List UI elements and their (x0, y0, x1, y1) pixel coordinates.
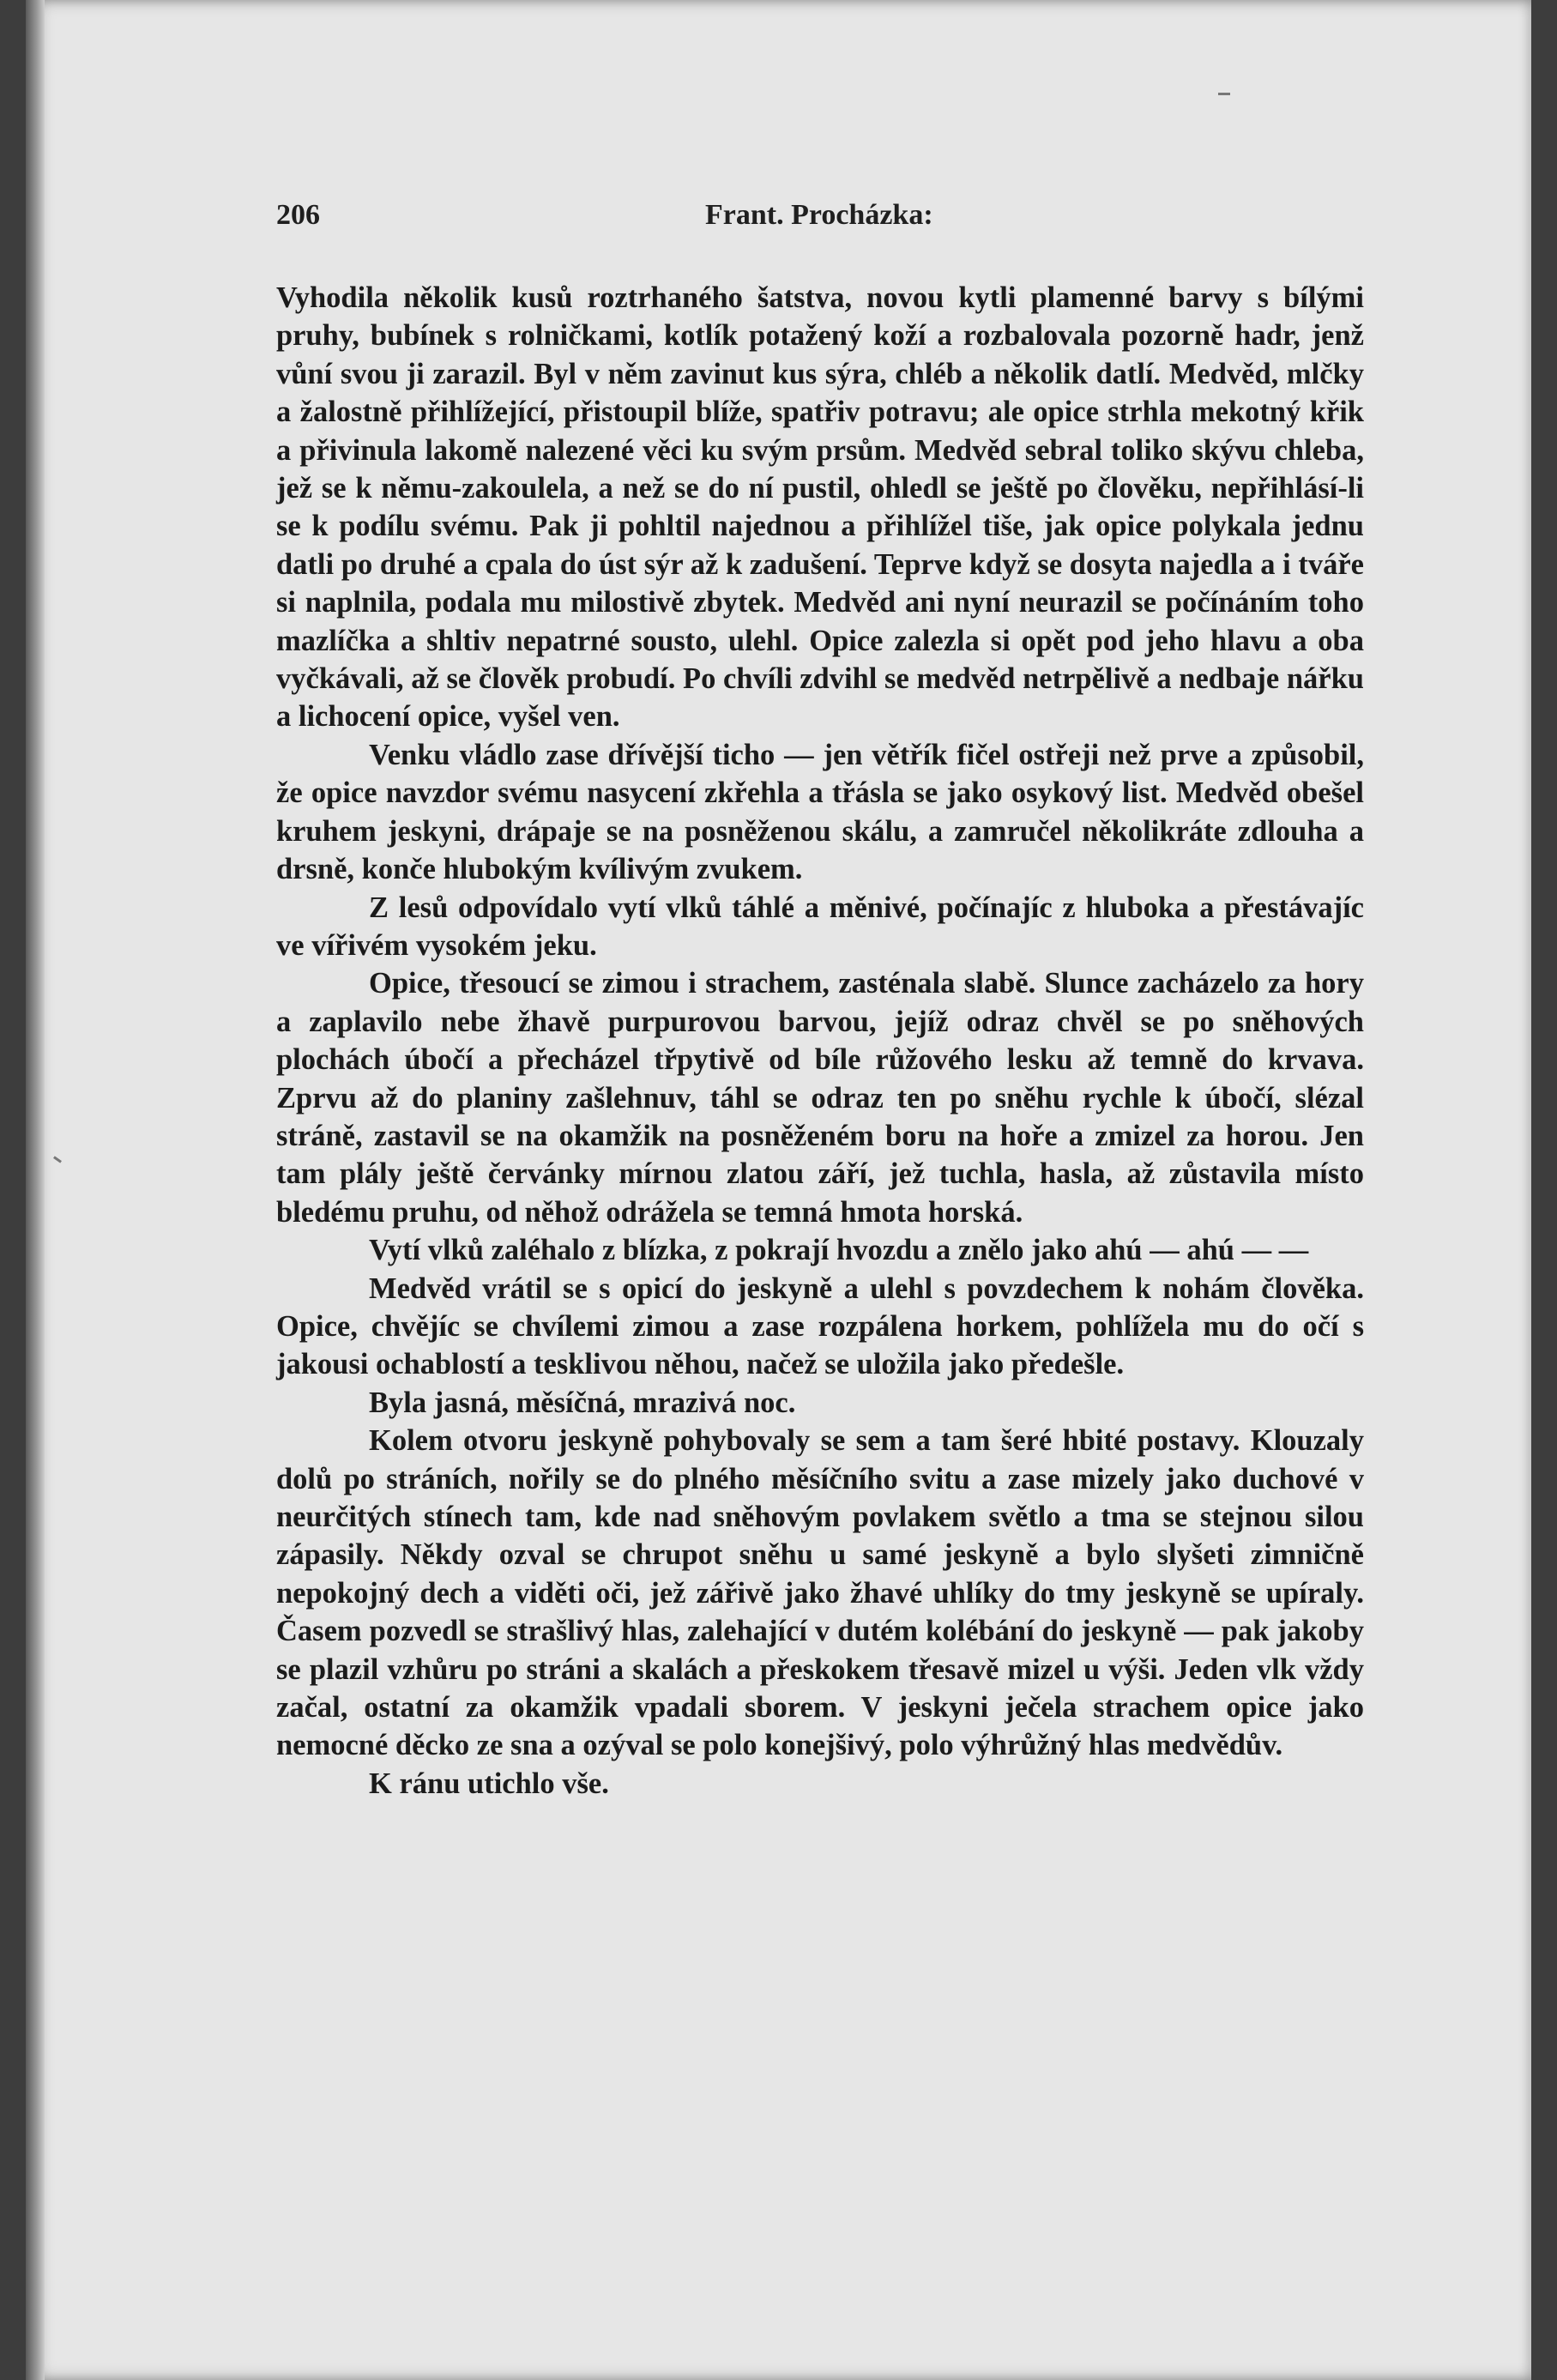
paragraph: K ránu utichlo vše. (369, 1767, 609, 1800)
paragraph: Byla jasná, měsíčná, mrazivá noc. (369, 1386, 796, 1419)
paragraph: Vyhodila několik kusů roztrhaného šatstva, novou kytli plamenné barvy s bílými pruhy, bubínek s rolničkami, kotlík potažený koží a rozbalovala pozorně hadr, jenž vůní svou ji zarazil. Byl v něm zavinut kus sýra, chléb a několik datlí. Medvěd, mlčky a žalostně přihlížející, přistoupil blíže, spatřiv potravu; ale opice strhla mekotný křik a přivinula lakomě nalezené věci ku svým prsům. Medvěd sebral toliko skývu chleba, jež se k němu-zakoulela, a než se do ní pustil, ohledl se ještě po člověku, nepřihlásí-li se k podílu svému. Pak ji pohltil najednou a přihlížel tiše, jak opice polykala jednu datli po druhé a cpala do úst sýr až k zadušení. Teprve když se dosyta najedla a i tváře si naplnila, podala mu milostivě zbytek. Medvěd ani nyní neurazil se počínáním toho mazlíčka a shltiv nepatrné sousto, ulehl. Opice zalezla si opět pod jeho hlavu a oba vyčkávali, až se člověk probudí. Po chvíli zdvihl se medvěd netrpělivě a nedbaje nářku a lichocení opice, vyšel ven. (276, 281, 1364, 734)
scan-speck (1218, 93, 1230, 95)
paragraph: Medvěd vrátil se s opicí do jeskyně a ulehl s povzdechem k nohám člověka. Opice, chvějíc se chvílemi zimou a zase rozpálena horkem, pohlížela mu do očí s jakousi ochablostí a tesklivou něhou, načež se uložila jako předešle. (276, 1272, 1364, 1381)
paragraph: Venku vládlo zase dřívější ticho — jen větřík fičel ostřeji než prve a způsobil, že opice navzdor svému nasycení zkřehla a třásla se jako osykový list. Medvěd obešel kruhem jeskyni, drápaje se na posněženou skálu, a zamručel několikráte zdlouha a drsně, konče hlubokým kvílivým zvukem. (276, 738, 1364, 886)
page-header (276, 199, 1364, 237)
body-text (276, 279, 1364, 1803)
paragraph: Z lesů odpovídalo vytí vlků táhlé a měnivé, počínajíc z hluboka a přestávajíc ve vířivém vysokém jeku. (276, 891, 1364, 962)
running-head: Frant. Procházka: (705, 199, 933, 231)
paragraph: Opice, třesoucí se zimou i strachem, zasténala slabě. Slunce zacházelo za hory a zaplavilo nebe žhavě purpurovou barvou, jejíž odraz chvěl se po sněhových plochách úbočí a přecházel třpytivě od bíle růžového lesku až temně do krvava. Zprvu až do planiny zašlehnuv, táhl se odraz ten po sněhu rychle k úbočí, slézal stráně, zastavil se na okamžik na posněženém boru na hoře a zmizel za horou. Jen tam plály ještě červánky mírnou zlatou září, jež tuchla, hasla, až zůstavila místo bledému pruhu, od něhož odrážela se temná hmota horská. (276, 967, 1364, 1229)
paragraph: Vytí vlků zaléhalo z blízka, z pokrají hvozdu a znělo jako ahú — ahú — — (369, 1234, 1309, 1267)
page-number: 206 (276, 199, 320, 231)
page-binding-edge (26, 0, 45, 2380)
paragraph: Kolem otvoru jeskyně pohybovaly se sem a tam šeré hbité postavy. Klouzaly dolů po stráních, nořily se do plného měsíčního svitu a zase mizely jako duchové v neurčitých stínech tam, kde nad sněhovým povlakem světlo a tma se stejnou silou zápasily. Někdy ozval se chrupot sněhu u samé jeskyně a bylo slyšeti zimničně nepokojný dech a viděti oči, jež zářivě jako žhavé uhlíky do tmy jeskyně se upíraly. Časem pozvedl se strašlivý hlas, zalehající v dutém kolébání do jeskyně — pak jakoby se plazil vzhůru po stráni a skalách a přeskokem třesavě mizel u výši. Jeden vlk vždy začal, ostatní za okamžik vpadali sborem. V jeskyni ječela strachem opice jako nemocné děcko ze sna a ozýval se polo konejšivý, polo výhrůžný hlas medvědův. (276, 1424, 1364, 1762)
